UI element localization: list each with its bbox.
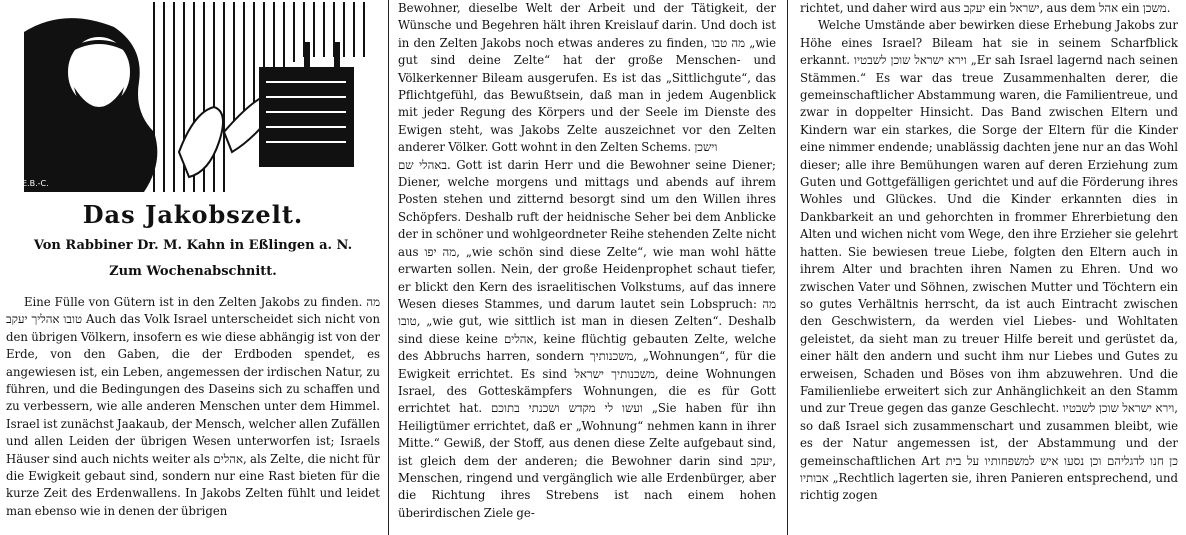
column-left	[0, 0, 386, 535]
article-paragraph-5: Welche Umstände aber bewirken diese Erhebung Jakobs zur Höhe eines Israel? Bileam hat sie in seinem Scharfblick erkannt. וירא ישראל שוכן לשבטיו „Er sah Israel lagernd nach seinen Stämmen.“ Es war das treue Zusammenhalten derer, die gemeinschaftlicher Abstammung waren, die Familientreue, und zwar in doppelter Hinsicht. Das Band zwischen Eltern und Kindern war ein starkes, die Sorge der Eltern für die Kinder eine nimmer endende; unablässig dachten jene nur an das Wohl dieser; alle ihre Bemühungen waren auf deren Erziehung zum Guten und Gottgefälligen gerichtet und auf die Förderung ihres Wohles und Glückes. Und die Kinder erkannten dies in Dankbarkeit an und gehorchten in frommer Ehrerbietung den Alten und wichen nicht vom Wege, den ihre Erzieher sie gelehrt hatten. Sie bewiesen treue Liebe, folgten den Eltern auch in ihrem Alter und brachten ihren Namen zu Ehren. Und wo zwischen Vater und Söhnen, zwischen Mutter und Töchtern ein so gutes Verhältnis herrscht, da ist auch Eintracht zwischen den Geschwistern, da werden viel Liebes- und Wohltaten geleistet, da sieht man zu treuer Hilfe bereit und gerüstet da, einer hält den andern und sucht ihm nur Liebes und Gutes zu erweisen, Schaden und Böses von ihm abzuwehren. Und die Familienliebe erweitert sich zur Anhänglichkeit an den Stamm und zur Treue gegen das ganze Geschlecht. וירא ישראל שוכן לשבטיו, so daß Israel sich zusammenschart und zusammen bleibt, wie es der Natur angemessen ist, der Abstammung und der gemeinschaftlichen Art כן חנו לדגליהם וכן נסעו איש למשפחותיו על בית אבותיו „Rechtlich lagerten sie, ihren Panieren entsprechend, und richtig zogen	[800, 18, 1179, 503]
article-paragraph-1: Eine Fülle von Gütern ist in den Zelten Jakobs zu finden. מה טובו אהליך יעקב Auch das Volk Israel unterscheidet sich nicht von den übrigen Völkern, insofern es wie diese abhängig ist von der Erde, von den Gaben, die der Erdboden spendet, es angewiesen ist, ein Leben, angemessen der irdischen Natur, zu führen, und die Bedingungen des Daseins sich zu schaffen und zu verbessern, wie alle anderen Menschen unter dem Himmel. Israel ist zunächst Jaakaub, der Mensch, welcher allen Zufällen und allen Leiden der übrigen Wesen unterworfen ist; Israels Häuser sind auch nichts weiter als אהלים, als Zelte, die nicht für die Ewigkeit gebaut sind, sondern nur eine Rast bieten für die kurze Zeit des Erdenwallens. In Jakobs Zelten fühlt und leidet man ebenso wie in denen der übrigen	[6, 295, 380, 518]
column-divider	[787, 0, 788, 535]
section-heading: Zum Wochenabschnitt.	[109, 264, 277, 279]
article-paragraph-2: Bewohner, dieselbe Welt der Arbeit und der Tätigkeit, der Wünsche und Begehren hält ihren Kreislauf darin. Und doch ist in den Zelten Jakobs noch etwas anderes zu finden, מה טבו „wie gut sind deine Zelte“ hat der große Menschen- und Völkerkenner Bileam ausgerufen. Es ist das „Sittlichgute“, das Pflichtgefühl, das Bewußtsein, daß man in jedem Augenblick mit jeder Regung des Körpers und der Seele im Dienste des Ewigen steht, was Jakobs Zelte auszeichnet vor den Zelten anderer Völker. Gott wohnt in den Zelten Schems. וישכן	[398, 1, 776, 155]
woodcut-illustration-bileam	[4, 2, 376, 192]
article-paragraph-3: באהלי שם. Gott ist darin Herr und die Bewohner seine Diener; Diener, welche morgens und mittags und abends auf ihrem Posten stehen und zitternd besorgt sind um den Willen ihres Schöpfers. Deshalb ruft der heidnische Seher bei dem Anblicke der in schöner und wohlgeordneter Reihe stehenden Zelte nicht aus מה יפו, „wie schön sind diese Zelte“, wie man wohl hätte erwarten sollen. Nein, der große Heidenprophet schaut tiefer, er blickt den Kern des israelitischen Volkstums, auf das innere Wesen dieses Stammes, und darum lautet sein Lobspruch: מה טובו, „wie gut, wie sittlich ist man in diesen Zelten“. Deshalb sind diese keine אהלים, keine flüchtig gebauten Zelte, welche des Abbruchs harren, sondern משכנותיך, „Wohnungen“, für die Ewigkeit errichtet. Es sind משכנותיך ישראל, deine Wohnungen Israel, des Gotteskämpfers Wohnungen, die es für Gott errichtet hat. ועשו לי מקדש ושכנתי בתוכם „Sie haben für ihn Heiligtümer errichtet, daß er „Wohnung“ nehmen kann in ihrer Mitte.“ Gewiß, der Stoff, aus denen diese Zelte aufgebaut sind, ist gleich dem der anderen; die Bewohner darin sind יעקב, Menschen, ringend und vergänglich wie alle Erdenbürger, aber die Richtung ihres Strebens ist nach einem hohen überirdischen Ziele ge-	[398, 157, 777, 520]
article-byline: Von Rabbiner Dr. M. Kahn in Eßlingen a. N.	[33, 238, 353, 253]
illustration-signature: E.B.-C.	[22, 179, 49, 188]
column-divider	[388, 0, 389, 535]
article-title: Das Jakobszelt.	[82, 200, 304, 229]
column-middle	[392, 0, 782, 535]
column-right	[792, 0, 1186, 535]
article-paragraph-4: richtet, und daher wird aus יעקב ein ישראל, aus dem אהל ein משכן.	[800, 1, 1171, 15]
